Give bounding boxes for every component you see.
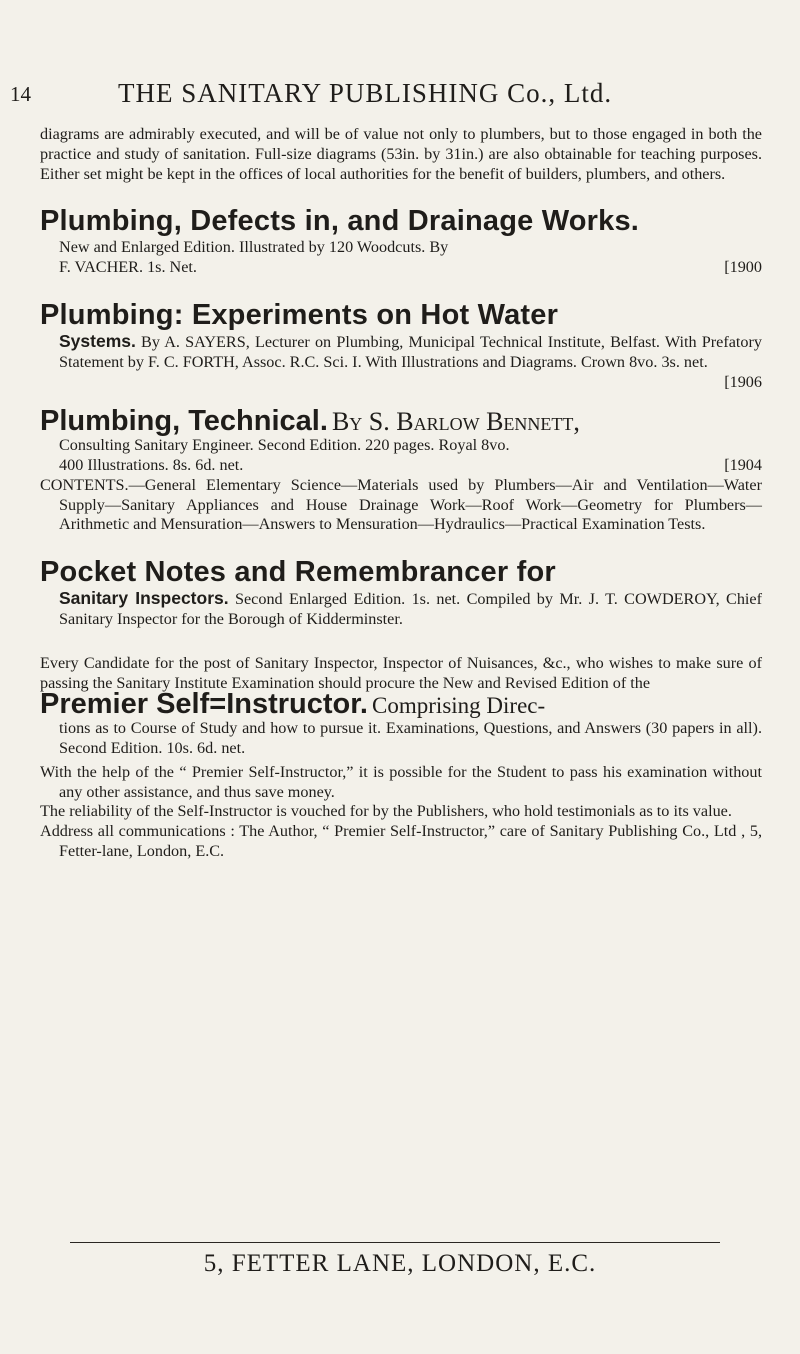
entry-price-line bbox=[40, 258, 762, 278]
entry-paragraph: The reliability of the Self-Instructor is vouched for by the Publishers, who hold testimonials as to its value. bbox=[40, 802, 732, 821]
entry-title: Plumbing: Experiments on Hot Water bbox=[40, 298, 559, 331]
entry-defects bbox=[40, 204, 762, 278]
page-content bbox=[40, 125, 762, 862]
page-header bbox=[0, 0, 800, 110]
entry-paragraph: Address all communications : The Author, “ Premier Self-Instructor,” care of Sanitary Publishing Co., Ltd , 5, Fetter-lane, London, E.C. bbox=[40, 822, 762, 860]
entry-pocket-notes bbox=[40, 555, 762, 630]
entry-heading bbox=[40, 688, 762, 721]
entry-title: Plumbing, Technical. bbox=[40, 405, 328, 438]
page-number: 14 bbox=[10, 82, 31, 106]
entry-heading bbox=[40, 405, 762, 438]
entry-preface: Every Candidate for the post of Sanitary Inspector, Inspector of Nuisances, &c., who wishes to make sure of passing the Sanitary Institute Examination should procure the New and Revised Edition of the bbox=[40, 653, 762, 692]
entry-year: [1904 bbox=[724, 455, 762, 474]
entry-price: 400 Illustrations. 8s. 6d. net. bbox=[59, 455, 244, 474]
entry-title: Plumbing, Defects in, and Drainage Works. bbox=[40, 205, 640, 238]
entry-paragraph: With the help of the “ Premier Self-Instructor,” it is possible for the Student to pass his examination without any other assistance, and thus save money. bbox=[40, 762, 762, 801]
entry-details: New and Enlarged Edition. Illustrated by 120 Woodcuts. By bbox=[59, 238, 449, 257]
entry-title-continued: Systems. bbox=[59, 330, 136, 351]
footer-address: 5, FETTER LANE, LONDON, E.C. bbox=[203, 1250, 597, 1277]
entry-title: Pocket Notes and Remembrancer for bbox=[40, 556, 556, 589]
entry-year: [1900 bbox=[724, 258, 762, 277]
intro-paragraph: diagrams are admirably executed, and will be of value not only to plumbers, but to those engaged in both the practice and study of sanitation. Full-size diagrams (53in. by 31in.) are also obtainable for teaching purposes. Either set might be kept in the offices of local authorities for the benefit of builders, plumbers, and others. bbox=[40, 125, 762, 183]
entry-body: Second Enlarged Edition. 1s. net. Compiled by Mr. J. T. COWDEROY, Chief Sanitary Inspector for the Borough of Kidderminster. bbox=[59, 590, 762, 628]
entry-body: By A. SAYERS, Lecturer on Plumbing, Municipal Technical Institute, Belfast. With Prefatory Statement by F. C. FORTH, Assoc. R.C. Sci. I. With Illustrations and Diagrams. Crown 8vo. 3s. net. bbox=[59, 332, 763, 371]
running-title: THE SANITARY PUBLISHING Co., Ltd. bbox=[118, 78, 613, 108]
entry-author: By S. Barlow Bennett, bbox=[331, 407, 580, 437]
entry-title-continued: Sanitary Inspectors. bbox=[59, 588, 229, 609]
entry-details bbox=[40, 589, 762, 630]
entry-title: Premier Self=Instructor. bbox=[40, 688, 368, 721]
entry-premier bbox=[40, 654, 762, 862]
entry-details: Consulting Sanitary Engineer. Second Edition. 220 pages. Royal 8vo. bbox=[59, 436, 510, 455]
footer-rule bbox=[70, 1242, 720, 1243]
entry-hot-water bbox=[40, 298, 762, 392]
entry-year: [1906 bbox=[724, 372, 762, 391]
entry-price-line bbox=[40, 456, 762, 476]
entry-details bbox=[40, 332, 762, 373]
entry-title-rest: Comprising Direc- bbox=[372, 693, 546, 719]
entry-details: tions as to Course of Study and how to pursue it. Examinations, Questions, and Answers (30 papers in all). Second Edition. 10s. 6d. net. bbox=[59, 719, 762, 757]
entry-contents: CONTENTS.—General Elementary Science—Materials used by Plumbers—Air and Ventilation—Water Supply—Sanitary Appliances and House Drainage Work—Roof Work—Geometry for Plumbers—Arithmetic and Mensuration—Answers to Mensuration—Hydraulics—Practical Examination Tests. bbox=[40, 475, 762, 534]
entry-price: F. VACHER. 1s. Net. bbox=[59, 258, 197, 277]
entry-technical bbox=[40, 405, 762, 535]
